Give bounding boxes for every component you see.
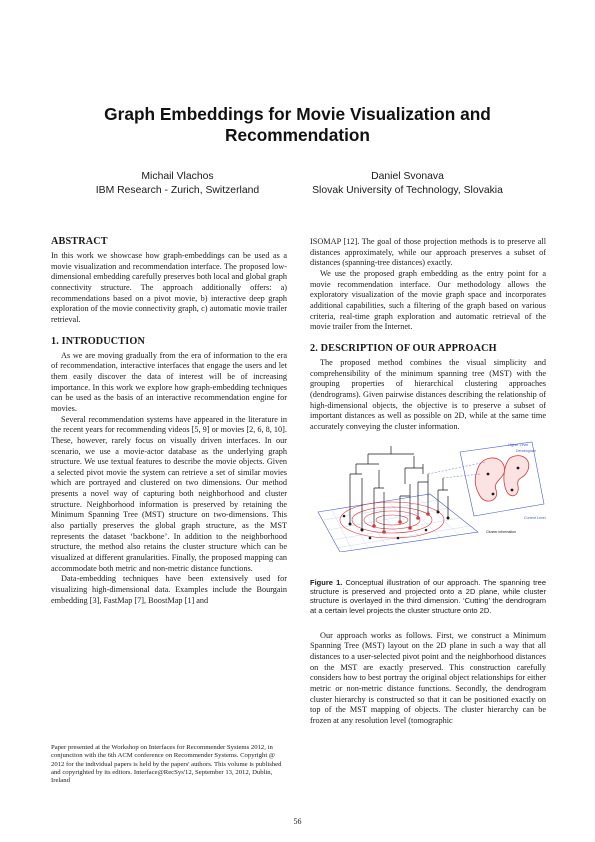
- section-1-heading: 1. INTRODUCTION: [51, 335, 145, 347]
- author-2: [290, 170, 525, 197]
- cluster-plane: [460, 442, 544, 516]
- right-paragraph-2: We use the proposed graph embedding as the entry point for a movie recommendation interface. Our methodology allows the exploratory visualization of the movie graph space and incorporates additional capabilities, such a filtering of the graph based on various criteria, real-time graph exploration and automatic retrieval of the movie trailer from the Internet.: [310, 268, 546, 332]
- author-1: [80, 170, 275, 197]
- author-1-name: Michail Vlachos: [141, 171, 214, 182]
- figure-label-cluster-information: Cluster information: [486, 530, 517, 534]
- mst-plane: [318, 494, 478, 552]
- figure-label-higher-level: Higher Level: [508, 443, 529, 447]
- left-column: [51, 236, 287, 606]
- intro-paragraph-1: As we are moving gradually from the era of information to the era of recommendation, interactive interfaces that engage the users and let them easily discover the data of interest will be of increasing importance. In this work we explore how graph-embedding techniques can be used as the basis of an interactive recommendation engine for movies.: [51, 350, 287, 413]
- figure-label-current-level: Current Level: [524, 516, 546, 520]
- page-number: 56: [293, 817, 302, 826]
- section-2-heading: 2. DESCRIPTION OF OUR APPROACH: [310, 342, 497, 354]
- abstract-heading: ABSTRACT: [51, 236, 108, 247]
- approach-paragraph: Our approach works as follows. First, we construct a Minimum Spanning Tree (MST) layout on the 2D plane in such a way that all distances to a user-selected pivot point and the neighborhood distances on the MST are exactly preserved. This construction carefully considers how to best portray the original object relationships for either metric or non-metric distance functions. Secondly, the dendrogram cluster hierarchy is constructed so that it can be positioned exactly on top of the MST mapping of objects. The cluster hierarchy can be frozen at any resolution level (tomographic: [310, 630, 546, 726]
- abstract-text: In this work we showcase how graph-embeddings can be used as a movie visualization and recommendation interface. The proposed low-dimensional embedding carefully preserves both local and global graph connectivity structure. The approach additionally offers: a) recommendations based on a pivot movie, b) interactive deep graph exploration of the movie connectivity graph, c) automatic movie trailer retrieval.: [51, 251, 287, 324]
- caption-text: Conceptual illustration of our approach. The spanning tree structure is preserved and projected onto a 2D plane, while cluster structure is overlayed in the third dimension. ‘Cutting’ the dendrogram at a certain level projects the cluster structure onto 2D.: [310, 578, 546, 615]
- figure-1: [310, 434, 546, 552]
- figure-label-dendrogram: Dendrogram: [516, 449, 536, 453]
- paper-title: Graph Embeddings for Movie Visualization and Recommendation: [104, 104, 491, 145]
- author-1-affiliation: IBM Research - Zurich, Switzerland: [95, 184, 260, 196]
- author-2-name: Daniel Svonava: [371, 171, 444, 182]
- caption-label: Figure 1.: [310, 578, 343, 587]
- intro-paragraph-2: Several recommendation systems have appeared in the literature in the recent years for recommending videos [5, 9] or movies [2, 6, 8, 10]. These, however, rarely focus on visually driven interfaces. In our scenario, we use a movie-actor database as the underlying graph structure. We use textual features to describe the movie objects. Given a selected pivot movie the system can retrieve a set of similar movies which are portrayed and clustered on two dimensions. Our method presents a novel way of capturing both neighborhood and cluster structure. Neighborhood information is preserved by retaining the Minimum Spanning Tree (MST) structure on two-dimensions. This also partially preserves the global graph structure, as the MST represents the dataset ‘backbone’. In addition to the neighborhood structure, the method also retains the cluster structure which can be visualized at different granularities. Finally, the proposed mapping can accommodate both metric and non-metric distance functions.: [51, 414, 287, 573]
- figure-1-illustration: [310, 434, 546, 552]
- footnote-text: Paper presented at the Workshop on Interfaces for Recommender Systems 2012, in conjunction with the 6th ACM conference on Recommender Systems. Copyright @ 2012 for the individual papers is held by the papers' authors. This volume is published and copyrighted by its editors. Interface@RecSys'12, September 13, 2012, Dublin, Ireland: [51, 744, 282, 785]
- author-2-affiliation: Slovak University of Technology, Slovakia: [312, 184, 503, 196]
- section-2-paragraph: The proposed method combines the visual simplicity and comprehensibility of the minimum spanning tree (MST) with the grouping properties of hierarchical clustering approaches (dendrograms). Given pairwise distances describing the relationship of high-dimensional objects, the objective is to preserve a subset of important distances as well as possible on 2D, while at the same time accurately conveying the cluster information.: [310, 357, 546, 431]
- right-column-bottom: [310, 578, 546, 727]
- right-column-top: [310, 237, 546, 433]
- copyright-footnote: [51, 744, 287, 785]
- figure-1-caption: [310, 578, 546, 615]
- intro-paragraph-3: Data-embedding techniques have been extensively used for visualizing high-dimensional data. Examples include the Bourgain embedding [3], FastMap [7], BoostMap [1] and: [51, 574, 287, 605]
- right-paragraph-1: ISOMAP [12]. The goal of those projection methods is to preserve all distances approximately, while our approach preserves a subset of distances (spanning-tree distances) exactly.: [310, 237, 546, 268]
